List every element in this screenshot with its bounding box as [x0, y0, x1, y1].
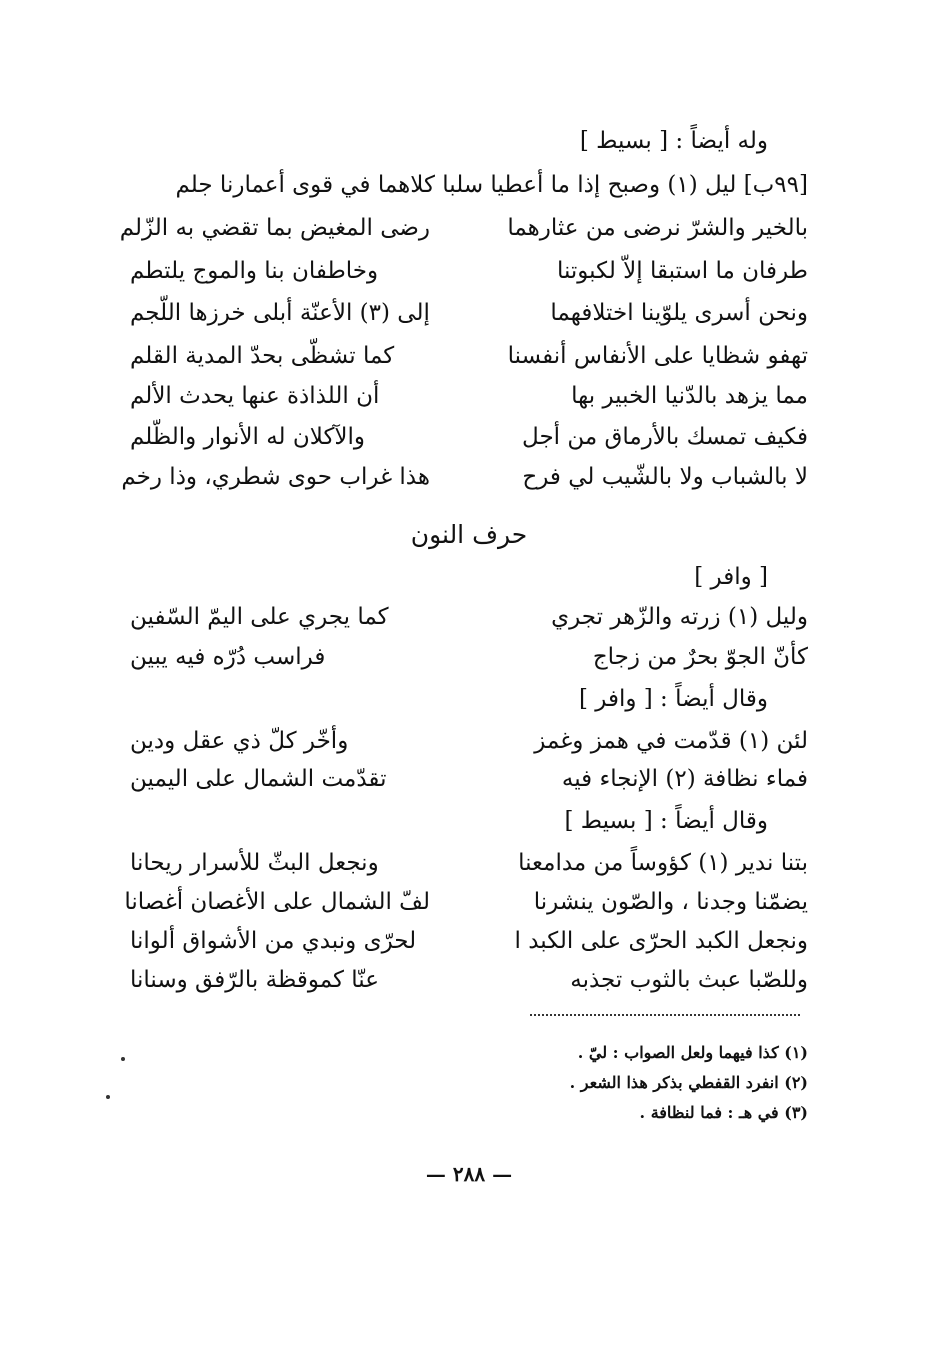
poem1-line1-left: رضى المغيض بما تقضي به الزّلم [119, 215, 430, 241]
footnote-3: (٣) في هـ : فما لنظافة . [639, 1103, 808, 1122]
poem2-line1-right: وليل (١) زرته والزّهر تجري [551, 604, 808, 630]
poem1-first-line: [٩٩ب] ليل (١) وصبح إذا ما أعطيا سلبا كلاهما في قوى أعمارنا جلم [175, 172, 808, 198]
poem4-line1-right: بتنا ندير (١) كؤوساً من مدامعنا [518, 850, 808, 876]
poem4-line4-left: عنّا كموقظة بالرّفق وسنانا [130, 967, 379, 993]
scan-speck [121, 1057, 125, 1061]
poem2-line2-right: كأنّ الجوّ بحرٌ من زجاج [592, 644, 808, 670]
poem4-intro: وقال أيضاً : [ بسيط ] [564, 808, 768, 834]
poem1-line6-right: فكيف تمسك بالأرماق من أجل [522, 424, 808, 450]
poem1-line7-left: هذا غراب حوى شطري، وذا رخم [121, 464, 430, 490]
poem1-line1-right: بالخير والشرّ نرضى من عثارهما [507, 215, 808, 241]
footnote-2: (٢) انفرد القفطي بذكر هذا الشعر . [569, 1073, 808, 1092]
poem3-line1-right: لئن (١) قدّمت في همز وغمز [534, 728, 808, 754]
poem1-line2-right: طرفان ما استبقا إلاّ لكبوتنا [556, 258, 808, 284]
meter-label-wafir: [ وافر ] [694, 564, 768, 590]
poem4-line4-right: وللصّبا عبث بالثوب تجذبه [570, 967, 808, 993]
poem1-line4-left: كما تشظّى بحدّ المدية القلم [130, 343, 395, 369]
poem1-line6-left: والآكلان له الأنوار والظّلم [130, 424, 366, 450]
poem4-line3-left: لحرّى ونبدي من الأشواق ألوانا [130, 928, 417, 954]
page-number: — ٢٨٨ — [425, 1162, 513, 1186]
poem4-line3-right: ونجعل الكبد الحرّى على الكبد ا [514, 928, 808, 954]
poem4-line2-left: لفّ الشمال على الأغصان أغصانا [124, 889, 430, 915]
poem2-line1-left: كما يجري على اليمّ السّفين [130, 604, 389, 630]
poem3-line2-left: تقدّمت الشمال على اليمين [130, 766, 387, 792]
poem4-line1-left: ونجعل البثّ للأسرار ريحانا [130, 850, 379, 876]
poem1-line3-right: ونحن أسرى يلوّينا اختلافهما [550, 300, 808, 326]
poem1-line5-left: أن اللذاذة عنها يحدث الألم [130, 383, 380, 409]
footnote-separator [530, 1014, 800, 1016]
poem-intro-basit: وله أيضاً : [ بسيط ] [579, 128, 768, 154]
poem1-line7-right: لا بالشباب ولا بالشّيب لي فرح [522, 464, 808, 490]
poem1-line5-right: مما يزهد بالدّنيا الخبير بها [571, 383, 808, 409]
poem4-line2-right: يضمّنا وجدنا ، والصّون ينشرنا [533, 889, 808, 915]
poem3-line1-left: وأخّر كلّ ذي عقل ودين [130, 728, 349, 754]
poem1-line3-left: إلى (٣) الأعنّة أبلى خرزها اللّجم [130, 300, 430, 326]
section-heading-nun: حرف النون [410, 520, 528, 549]
poem2-line2-left: فراسب دُرّه فيه يبين [130, 644, 326, 670]
scan-speck [106, 1095, 110, 1099]
poem3-intro: وقال أيضاً : [ وافر ] [579, 686, 768, 712]
footnote-1: (١) كذا فيهما ولعل الصواب : ليّ . [577, 1043, 808, 1062]
poem1-line2-left: وخاطفان بنا والموج يلتطم [130, 258, 379, 284]
poem1-line4-right: تهفو شظايا على الأنفاس أنفسنا [507, 343, 808, 369]
poem3-line2-right: فماء نظافة (٢) الإنجاء فيه [561, 766, 808, 792]
